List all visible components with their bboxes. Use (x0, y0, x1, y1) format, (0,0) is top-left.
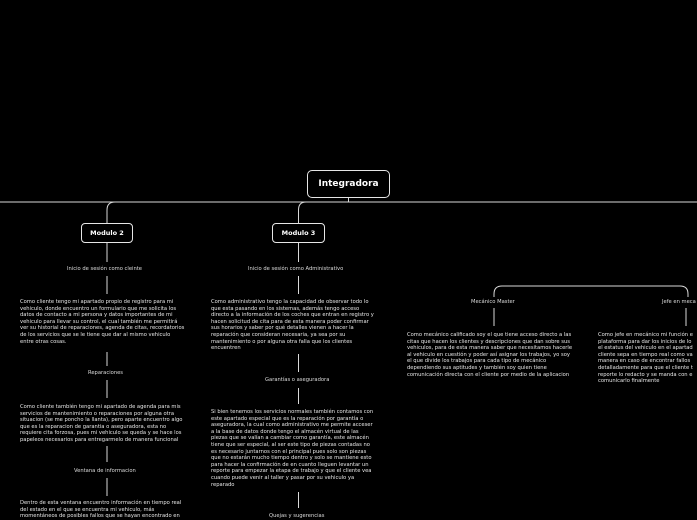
root-node[interactable]: Integradora (307, 170, 390, 198)
module-2-node[interactable]: Modulo 2 (81, 223, 133, 243)
mod2-login-topic[interactable]: Inicio de sesión como cleinte (67, 266, 142, 272)
mod2-login-note: Como cliente tengo mi apartado propio de registro para mi vehiculo, donde encuentro un formulario que me solicita los datos de contacto a mi persona y datos importantes de mi vehiculo para llevar su control, el cual también me permitirá ver su historial de reparaciones, agenda de citas, recordatorios de los servicios que se le tiene que dar al mismo vehiculo entre otras cosas. (20, 299, 185, 345)
mod2-info-topic[interactable]: Ventana de informacion (74, 468, 136, 474)
module-3-node[interactable]: Modulo 3 (272, 223, 325, 243)
mechanic-master-note: Como mecánico calificado soy el que tiene acceso directo a las citas que hacen los clientes y descripciones que dan sobre sus vehiculos, para de esta manera saber que necesitamos hacerle al vehiculo en cuestión y poder así asignar los trabajos, yo soy el que divide los trabajos para cada tipo de mecánico dependiendo sus aptitudes y también soy quien tiene comunicación directa con el cliente por medio de la aplicacion (407, 332, 573, 378)
mechanic-master-topic[interactable]: Mecánico Master (471, 299, 515, 305)
mod2-repairs-topic[interactable]: Reparaciones (88, 370, 123, 376)
mod2-repairs-note: Como cliente también tengo mi apartado de agenda para mis servicios de mantenimiento o reparaciones por alguna otra situacion (se me poncho la llanta), pero aparte encuentro algo que es la reparacion de garantia o aseguradora, esta no requiere cita forzosa, pues mi vehiculo se queda y se hace los papeleos necesarios para entregarmelo de manera funcional (20, 404, 183, 443)
chief-mechanic-note: Como jefe en mecánico mi función e plataforma para dar los inicios de lo el estatus del vehiculo en el apartad cliente sepa en tiempo real como va manera en caso de encontrar fallos detalladamente para que el cliente t reporte lo redacto y se manda con e comunicarlo finalmente (598, 332, 693, 385)
mod3-login-topic[interactable]: Inicio de sesión como Administrativo (248, 266, 344, 272)
mod3-login-note: Como administrativo tengo la capacidad de observar todo lo que esta pasando en los sistemas, además tengo acceso directo a la información de los coches que entran en registro y hacen solicitud de cita para de esta manera poder confirmar sus horarios y saber por qué detalles vienen a hacer la reparación que consideran necesaria, ya sea por su mantenimiento o por alguna otra falla que los clientes encuentren (211, 299, 374, 352)
chief-mechanic-topic[interactable]: Jefe en meca (662, 299, 696, 305)
mod3-warranty-note: Si bien tenemos los servicios normales también contamos con este apartado especial que es la reparación por garantía o aseguradora, la cual como administrativo me permite acceser a la base de datos donde tengo el almacén virtual de las piezas que se valían a cambiar como garantía, este almacén tiene que ser especial, al ser este tipo de piezas contadas no es necesario juntarnos con el principal pues solo son piezas que no estarán mucho tiempo dentro y solo se mantiene esto para hacer la confirmación de en cuanto lleguen levantar un reporte para empezar la etapa de trabajo y que el cliente vea cuando puede venir al taller y pasar por su vehiculo ya reparado (211, 409, 374, 488)
mod3-complaints-topic[interactable]: Quejas y sugerencias (269, 513, 325, 519)
mod2-info-note: Dentro de esta ventana encuentro información en tiempo real del estado en el que se encuentra mi vehiculo, más momentáneos de posibles fallos que se hayan encontrado en (20, 500, 182, 520)
mod3-warranty-topic[interactable]: Garantías o aseguradora (265, 377, 330, 383)
